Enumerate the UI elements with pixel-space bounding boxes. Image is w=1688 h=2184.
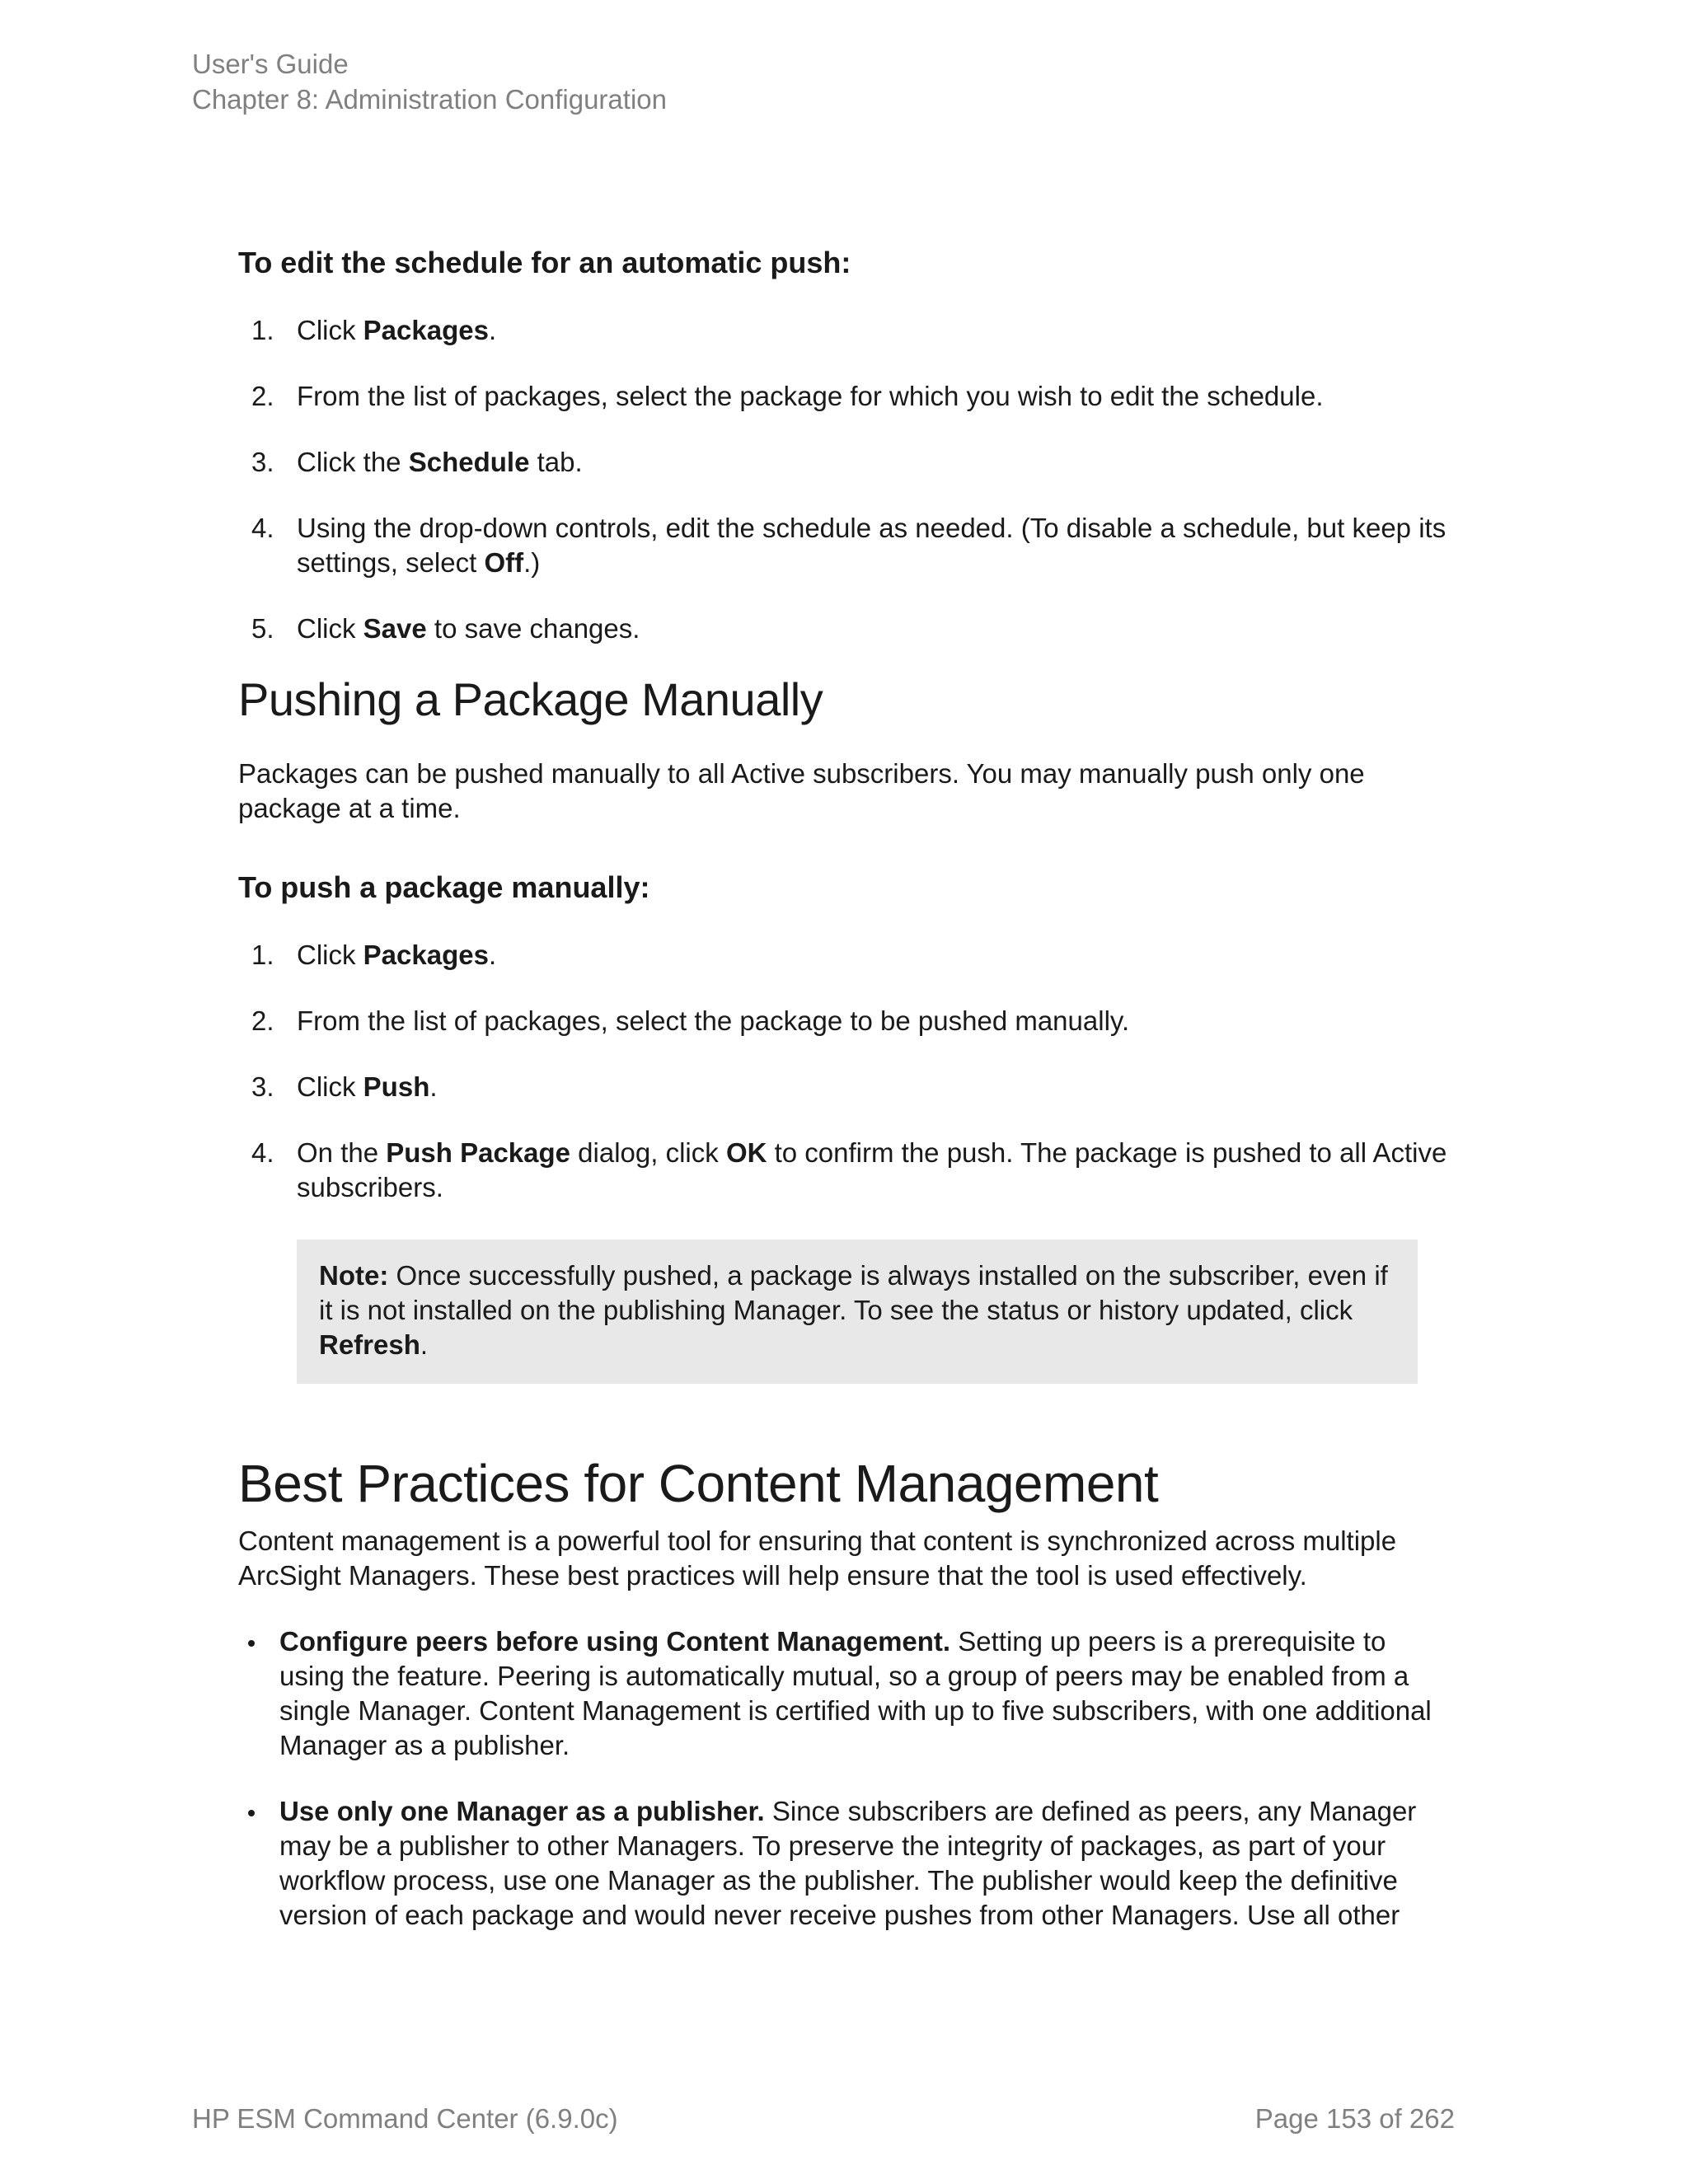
list-item: 3. Click Push. xyxy=(251,1071,438,1102)
note-box: Note: Once successfully pushed, a package is always installed on the subscriber, even if it is not installed on the publishing Manager. To see the status or history updated, click Refresh. xyxy=(297,1240,1418,1384)
list-item: Configure peers before using Content Management. Setting up peers is a prerequisite to using the feature. Peering is automatically mutual, so a group of peers may be enabled from a single Manager. Content Management is certified with up to five subscribers, with one additional Manager as a publisher. xyxy=(238,1624,1458,1763)
best-practices-intro: Content management is a powerful tool for ensuring that content is synchronized across multiple ArcSight Managers. These best practices will help ensure that the tool is used effectively. xyxy=(238,1526,1397,1591)
list-item: 3. Click the Schedule tab. xyxy=(251,447,583,477)
pushing-intro: Packages can be pushed manually to all Active subscribers. You may manually push only one package at a time. xyxy=(238,758,1365,823)
push-procedure-title: To push a package manually: xyxy=(238,870,650,904)
footer-page-number: Page 153 of 262 xyxy=(1254,2103,1455,2134)
bullet-icon xyxy=(248,1640,255,1647)
best-practices-list xyxy=(238,1624,1458,1933)
footer-product: HP ESM Command Center (6.9.0c) xyxy=(192,2103,618,2134)
bullet-icon xyxy=(248,1810,255,1816)
chapter-title: Chapter 8: Administration Configuration xyxy=(192,84,667,115)
list-item: 5. Click Save to save changes. xyxy=(251,613,640,644)
list-item: Use only one Manager as a publisher. Since subscribers are defined as peers, any Manager may be a publisher to other Managers. To preserve the integrity of packages, as part of your workflow process, use one Manager as the publisher. The publisher would keep the definitive version of each package and would never receive pushes from other Managers. Use all other xyxy=(238,1794,1458,1933)
section-heading-pushing: Pushing a Package Manually xyxy=(238,673,823,725)
list-item: 2. From the list of packages, select the package to be pushed manually. xyxy=(251,1005,1130,1036)
section-heading-best-practices: Best Practices for Content Management xyxy=(238,1454,1159,1513)
note-label: Note: xyxy=(319,1260,389,1291)
push-steps xyxy=(238,938,1458,1205)
list-item: 1. Click Packages. xyxy=(251,940,497,970)
list-item: 2. From the list of packages, select the package for which you wish to edit the schedule. xyxy=(251,381,1324,411)
list-item: 4. On the Push Package dialog, click OK to confirm the push. The package is pushed to all Active subscribers. xyxy=(251,1137,1447,1202)
edit-schedule-procedure-title: To edit the schedule for an automatic push: xyxy=(238,246,851,279)
edit-schedule-steps xyxy=(238,313,1458,646)
guide-title: User's Guide xyxy=(192,49,349,79)
running-header xyxy=(192,46,667,117)
page-content xyxy=(238,244,1458,1933)
list-item: 1. Click Packages. xyxy=(251,315,497,345)
list-item: 4. Using the drop-down controls, edit the schedule as needed. (To disable a schedule, but keep its settings, select Off.) xyxy=(251,513,1447,578)
